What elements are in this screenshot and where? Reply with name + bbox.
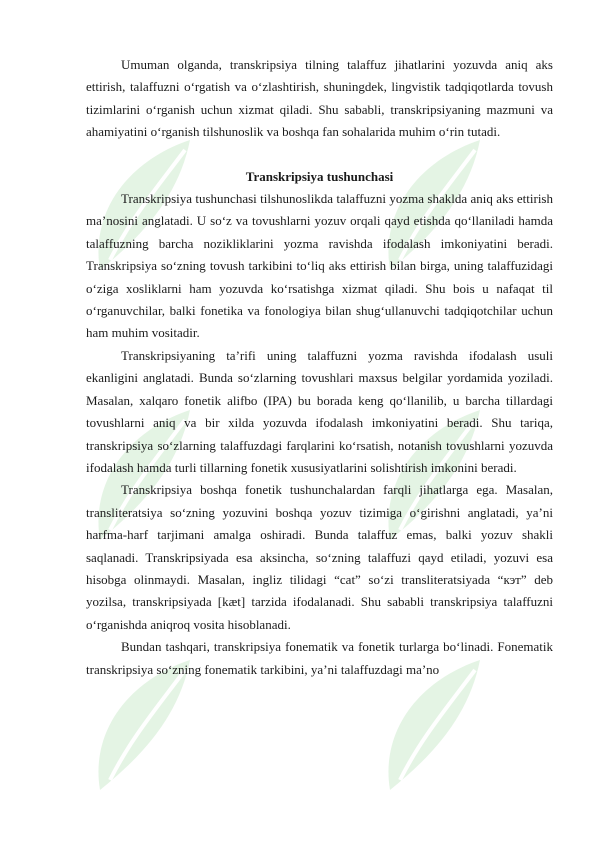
intro-paragraph: Umuman olganda, transkripsiya tilning talaffuz jihatlarini yozuvda aniq aks ettirish, talaffuzni o‘rgatish va o‘zlashtirish, shuningdek, lingvistik tadqiqotlarda tovush tizimlarini o‘rganish uchun xizmat qiladi. Shu sababli, transkripsiyaning mazmuni va ahamiyatini o‘rganish tilshunoslik va boshqa fan sohalarida muhim o‘rin tutadi.	[86, 57, 553, 140]
document-body	[86, 54, 553, 681]
section-heading: Transkripsiya tushunchasi	[245, 168, 394, 184]
paragraph-types: Bundan tashqari, transkripsiya fonematik va fonetik turlarga bo‘linadi. Fonematik transkripsiya so‘zning fonematik tarkibini, ya’ni talaffuzdagi ma’no	[86, 639, 553, 677]
section-spacer	[86, 144, 553, 166]
paragraph-ipa: Transkripsiyaning ta’rifi uning talaffuzni yozma ravishda ifodalash usuli ekanligini anglatadi. Bunda so‘zlarning tovushlari maxsus belgilar yordamida yoziladi. Masalan, xalqaro fonetik alifbo (IPA) bu borada keng qo‘llanilib, u barcha tillardagi tovushlarni aniq va bir xilda yozuvda ifodalash imkoniyatini beradi. Shu tariqa, transkripsiya so‘zlarning talaffuzdagi farqlarini ko‘rsatish, notanish tovushlarni yozuvda ifodalash hamda turli tillarning fonetik xususiyatlarini solishtirish imkonini beradi.	[86, 347, 553, 475]
paragraph-transliteration: Transkripsiya boshqa fonetik tushunchalardan farqli jihatlarga ega. Masalan, transliteratsiya so‘zning yozuvini boshqa yozuv tizimiga o‘girishni anglatadi, ya’ni harfma-harf tarjimani amalga oshiradi. Bunda talaffuz emas, balki yozuv shakli saqlanadi. Transkripsiyada esa aksincha, so‘zning talaffuzi qayd etiladi, yozuvi esa hisobga olinmaydi. Masalan, ingliz tilidagi “cat” so‘zi transliteratsiyada “кэт” deb yozilsa, transkripsiyada [kæt] tarzida ifodalanadi. Shu sababli transkripsiya talaffuzni o‘rganishda aniqroq vosita hisoblanadi.	[86, 482, 553, 632]
paragraph-definition: Transkripsiya tushunchasi tilshunoslikda talaffuzni yozma shaklda aniq aks ettirish ma’nosini anglatadi. U so‘z va tovushlarni yozuv orqali qayd etishda qo‘llaniladi hamda talaffuzning barcha nozikliklarini yozma ravishda ifodalash imkoniyatini beradi. Transkripsiya so‘zning tovush tarkibini to‘liq aks ettirish bilan birga, uning talaffuzidagi o‘ziga xosliklarni ham yozuvda ko‘rsatishga xizmat qiladi. Shu bois u nafaqat til o‘rganuvchilar, balki fonetika va fonologiya bilan shug‘ullanuvchi tadqiqotchilar uchun ham muhim vositadir.	[86, 191, 553, 341]
